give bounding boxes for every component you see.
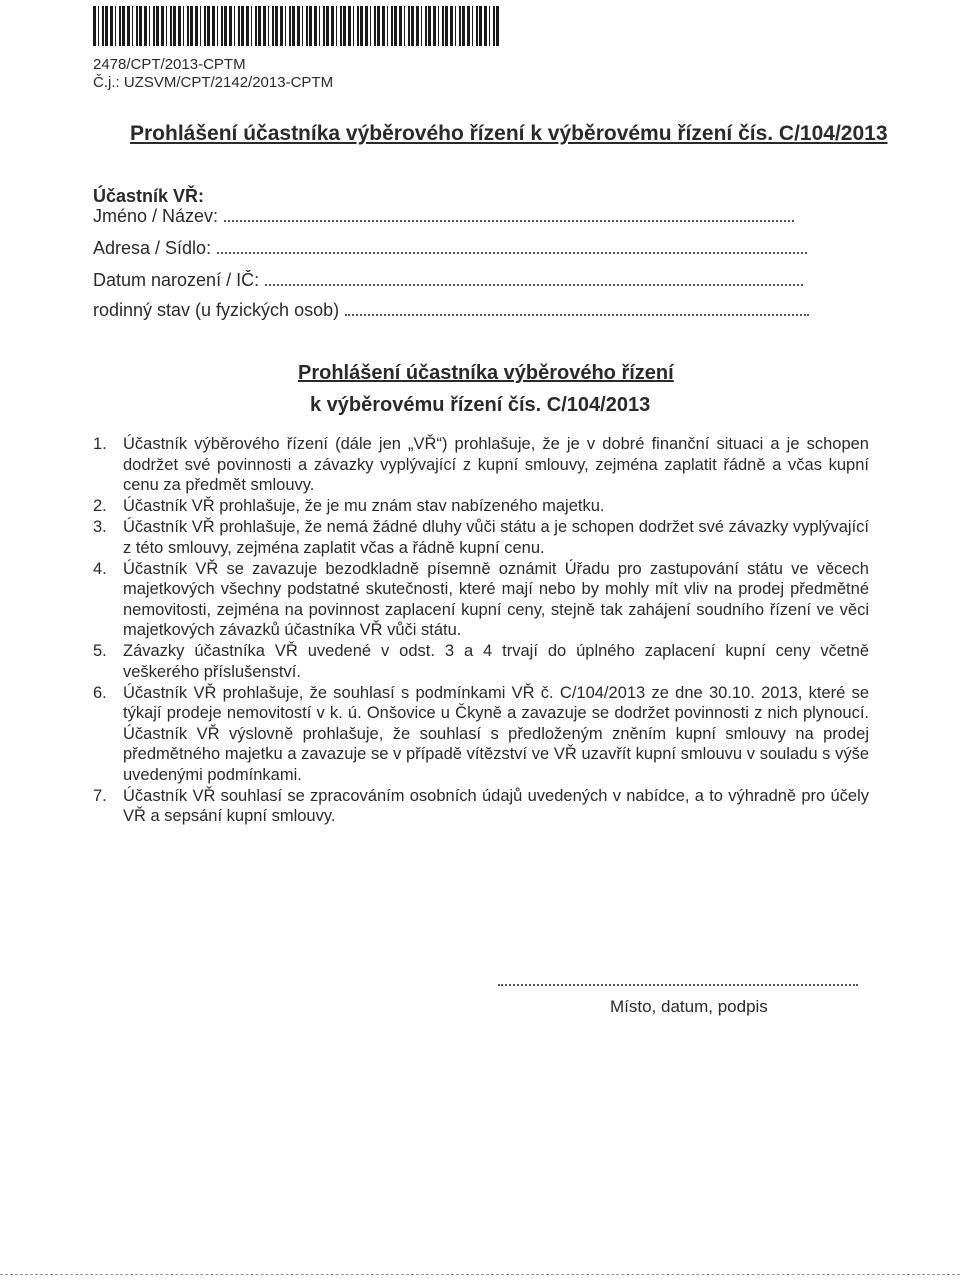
reference-number: 2478/CPT/2013-CPTM	[93, 56, 246, 73]
signature-label: Místo, datum, podpis	[610, 997, 768, 1016]
clause-item	[93, 786, 869, 827]
clause-number: 3.	[93, 518, 107, 536]
clause-list	[93, 434, 869, 827]
clause-text: Účastník výběrového řízení (dále jen „VŘ“) prohlašuje, že je v dobré finanční situaci a je schopen dodržet své povinnosti a závazky vyplývající z kupní smlouvy, zejména zaplatit řádně a včas kupní cenu za předmět smlouvy.	[123, 435, 869, 494]
clause-item	[93, 517, 869, 558]
clause-text: Účastník VŘ prohlašuje, že nemá žádné dluhy vůči státu a je schopen dodržet své závazky vyplývající z této smlouvy, zejména zaplatit včas a řádně kupní cenu.	[123, 518, 869, 557]
clause-text: Závazky účastníka VŘ uvedené v odst. 3 a 4 trvají do úplného zaplacení kupní ceny včetně veškerého příslušenství.	[123, 642, 869, 681]
address-field[interactable]	[93, 238, 813, 262]
name-field[interactable]	[93, 206, 813, 230]
marital-status-field[interactable]	[93, 300, 813, 324]
declaration-title: Prohlášení účastníka výběrového řízení	[298, 362, 674, 384]
document-title: Prohlášení účastníka výběrového řízení k výběrovému řízení čís. C/104/2013	[130, 122, 888, 145]
address-field-blank[interactable]	[217, 251, 807, 254]
clause-text: Účastník VŘ prohlašuje, že souhlasí s podmínkami VŘ č. C/104/2013 ze dne 30.10. 2013, které se týkají prodeje nemovitostí v k. ú. Onšovice u Čkyně a zavazuje se dodržet povinnosti z nich plynoucí. Účastník VŘ výslovně prohlašuje, že souhlasí s předloženým zněním kupní smlouvy na prodej předmětného majetku a zavazuje se v případě vítězství ve VŘ uzavřít kupní smlouvu v souladu s výše uvedenými podmínkami.	[123, 683, 869, 784]
clause-item	[93, 641, 869, 682]
clause-item	[93, 434, 869, 496]
clause-item	[93, 683, 869, 786]
birthdate-id-field-label: Datum narození / IČ:	[93, 270, 260, 290]
name-field-label: Jméno / Název:	[93, 206, 219, 226]
clause-item	[93, 496, 869, 517]
marital-status-field-label: rodinný stav (u fyzických osob)	[93, 300, 340, 320]
clause-number: 5.	[93, 642, 107, 660]
declaration-subtitle: k výběrovému řízení čís. C/104/2013	[310, 394, 651, 416]
address-field-label: Adresa / Sídlo:	[93, 238, 212, 258]
clause-number: 2.	[93, 497, 107, 515]
page-bottom-divider	[0, 1274, 960, 1275]
clause-number: 1.	[93, 435, 107, 453]
clause-text: Účastník VŘ prohlašuje, že je mu znám stav nabízeného majetku.	[123, 497, 605, 515]
case-number: Č.j.: UZSVM/CPT/2142/2013-CPTM	[93, 74, 334, 91]
clause-number: 6.	[93, 683, 107, 702]
clause-item	[93, 559, 869, 641]
clause-text: Účastník VŘ souhlasí se zpracováním osobních údajů uvedených v nabídce, a to výhradně pro účely VŘ a sepsání kupní smlouvy.	[123, 786, 869, 825]
marital-status-field-blank[interactable]	[345, 313, 809, 316]
clause-number: 7.	[93, 786, 107, 805]
participant-heading: Účastník VŘ:	[93, 186, 205, 206]
clause-number: 4.	[93, 559, 107, 578]
birthdate-id-field[interactable]	[93, 270, 813, 294]
name-field-blank[interactable]	[224, 219, 794, 222]
signature-line[interactable]	[498, 984, 858, 986]
barcode	[93, 6, 501, 46]
clause-text: Účastník VŘ se zavazuje bezodkladně písemně oznámit Úřadu pro zastupování státu ve věcech majetkových všechny podstatné skutečnosti, které mají nebo by mohly mít vliv na prodej předmětné nemovitosti, zejména na povinnost zaplacení kupní ceny, stejně tak zahájení soudního řízení ve věci majetkových závazků účastníka VŘ vůči státu.	[123, 559, 869, 639]
birthdate-id-field-blank[interactable]	[265, 283, 803, 286]
